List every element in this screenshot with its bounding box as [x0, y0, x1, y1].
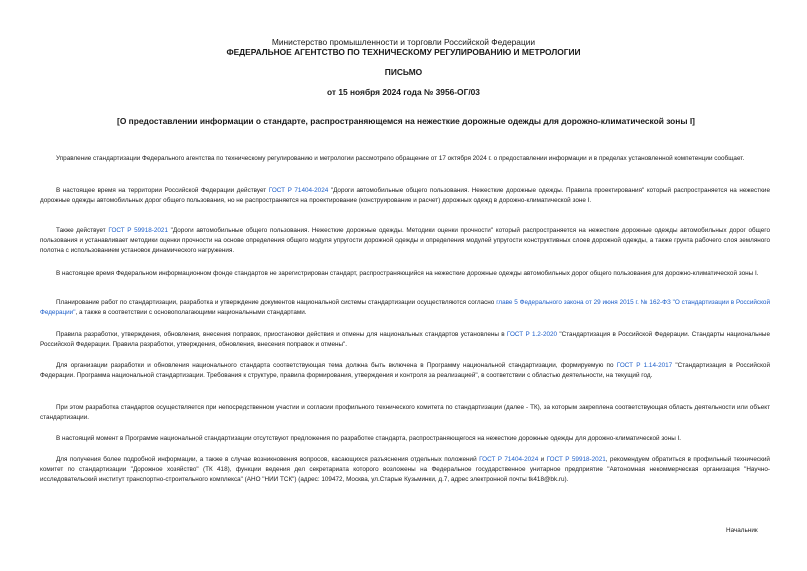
- paragraph-2: [40, 186, 770, 206]
- gost-71404-link[interactable]: ГОСТ Р 71404-2024: [268, 187, 329, 194]
- paragraph-3-text-b: "Дороги автомобильные общего пользования. Нежесткие дорожные одежды. Методики оценки прочности" который распространяется на нежесткие дорожные одежды автомобильных дорог общего пользования и устанавливает методики оценки прочности на основе определения общего модуля упругости дорожной одежды и определения модулей упругости конструктивных слоев дорожной одежды, а также грунта рабочего слоя земляного полотна с использованием установок динамического нагружения.: [40, 227, 770, 254]
- gost-59918-link[interactable]: ГОСТ Р 59918-2021: [108, 227, 168, 234]
- paragraph-5-text-a: Планирование работ по стандартизации, разработка и утверждение документов национальной системы стандартизации осуществляются согласно: [56, 299, 497, 306]
- paragraph-9: В настоящий момент в Программе национальной стандартизации отсутствуют предложения по разработке стандарта, распространяющегося на нежесткие дорожные одежды для дорожно-климатической зоны I.: [56, 435, 682, 442]
- document-type: ПИСЬМО: [384, 67, 423, 77]
- gost-1-14-link[interactable]: ГОСТ Р 1.14-2017: [616, 362, 673, 369]
- agency-name: ФЕДЕРАЛЬНОЕ АГЕНТСТВО ПО ТЕХНИЧЕСКОМУ РЕГУЛИРОВАНИЮ И МЕТРОЛОГИИ: [226, 47, 581, 57]
- paragraph-3: [40, 226, 770, 256]
- paragraph-4: В настоящее время Федеральном информационном фонде стандартов не зарегистрирован стандарт, распространяющийся на нежесткие дорожные одежды автомобильных дорог общего пользования для дорожно-климатической зоны I.: [56, 270, 759, 277]
- paragraph-10-text-a: Для получения более подробной информации, а также в случае возникновения вопросов, касающихся разъяснения отдельных положений: [56, 456, 480, 463]
- paragraph-2-text-a: В настоящее время на территории Российской Федерации действует: [56, 187, 269, 194]
- gost-59918-link-2[interactable]: ГОСТ Р 59918-2021: [546, 456, 606, 463]
- gost-71404-link-2[interactable]: ГОСТ Р 71404-2024: [479, 456, 539, 463]
- paragraph-6-text-a: Правила разработки, утверждения, обновления, внесения поправок, приостановки действия и отмены для национальных стандартов установлены в: [56, 331, 507, 338]
- signature-title: Начальник: [726, 527, 758, 534]
- paragraph-10: [40, 455, 770, 485]
- federal-law-162-link[interactable]: главе 5 Федерального закона от 29 июня 2015 г. № 162-ФЗ "О стандартизации в Российской Федерации": [40, 299, 771, 316]
- document-date-number: от 15 ноября 2024 года № 3956-ОГ/03: [327, 87, 480, 97]
- ministry-name: Министерство промышленности и торговли Российской Федерации: [271, 37, 536, 47]
- paragraph-3-text-a: Также действует: [56, 227, 109, 234]
- paragraph-5-text-b: , а также в соответствии с основополагающими национальными стандартами.: [75, 308, 307, 316]
- paragraph-10-text-b: , рекомендуем обратиться в профильный технический комитет по стандартизации "Дорожное хозяйство" (ТК 418), функции ведения дел секретариата которого возложены на Федеральное государственное унитарное предприятие "Автономная некоммерческая организация "Научно-исследовательский институт транспортно-строительного комплекса" (АНО "НИИ ТСК") (адрес: 109472, Москва, ул.Старые Кузьминки, д.7, адрес электронной почты tk418@bk.ru).: [40, 456, 770, 483]
- paragraph-7: [40, 361, 770, 381]
- paragraph-8: При этом разработка стандартов осуществляется при непосредственном участии и согласии профильного технического комитета по стандартизации (далее - ТК), за которым закреплена соответствующая область деятельности или объект стандартизации.: [40, 404, 770, 421]
- paragraph-2-text-b: "Дороги автомобильные общего пользования. Нежесткие дорожные одежды. Правила проектирования" который распространяется на нежесткие дорожные одежды автомобильных дорог общего пользования, но не распространяется на проектирование (конструирование и расчет) дорожных одежд в дорожно-климатической зоне I.: [40, 187, 770, 204]
- paragraph-6: [40, 330, 770, 350]
- paragraph-7-text-b: "Стандартизация в Российской Федерации. Программа национальной стандартизации. Требования к структуре, правила формирования, утверждения и контроля за реализацией", в соответствии с областью деятельности, на текущий год.: [40, 362, 770, 379]
- paragraph-10-text-mid: и: [538, 456, 547, 463]
- document-title: [О предоставлении информации о стандарте, распространяющемся на нежесткие дорожные одежды для дорожно-климатической зоны I]: [117, 116, 695, 126]
- paragraph-7-text-a: Для организации разработки и обновления национального стандарта соответствующая тема должна быть включена в Программу национальной стандартизации, формируемую по: [56, 362, 617, 369]
- paragraph-1: Управление стандартизации Федерального агентства по техническому регулированию и метрологии рассмотрело обращение от 17 октября 2024 г. о предоставлении информации и в пределах установленной компетенции сообщает.: [56, 155, 745, 162]
- paragraph-5: [40, 298, 770, 318]
- gost-1-2-link[interactable]: ГОСТ Р 1.2-2020: [506, 331, 558, 338]
- paragraph-6-text-b: "Стандартизация в Российской Федерации. Стандарты национальные Российской Федерации. Правила разработки, утверждения, обновления, внесения поправок и отмены".: [40, 331, 770, 348]
